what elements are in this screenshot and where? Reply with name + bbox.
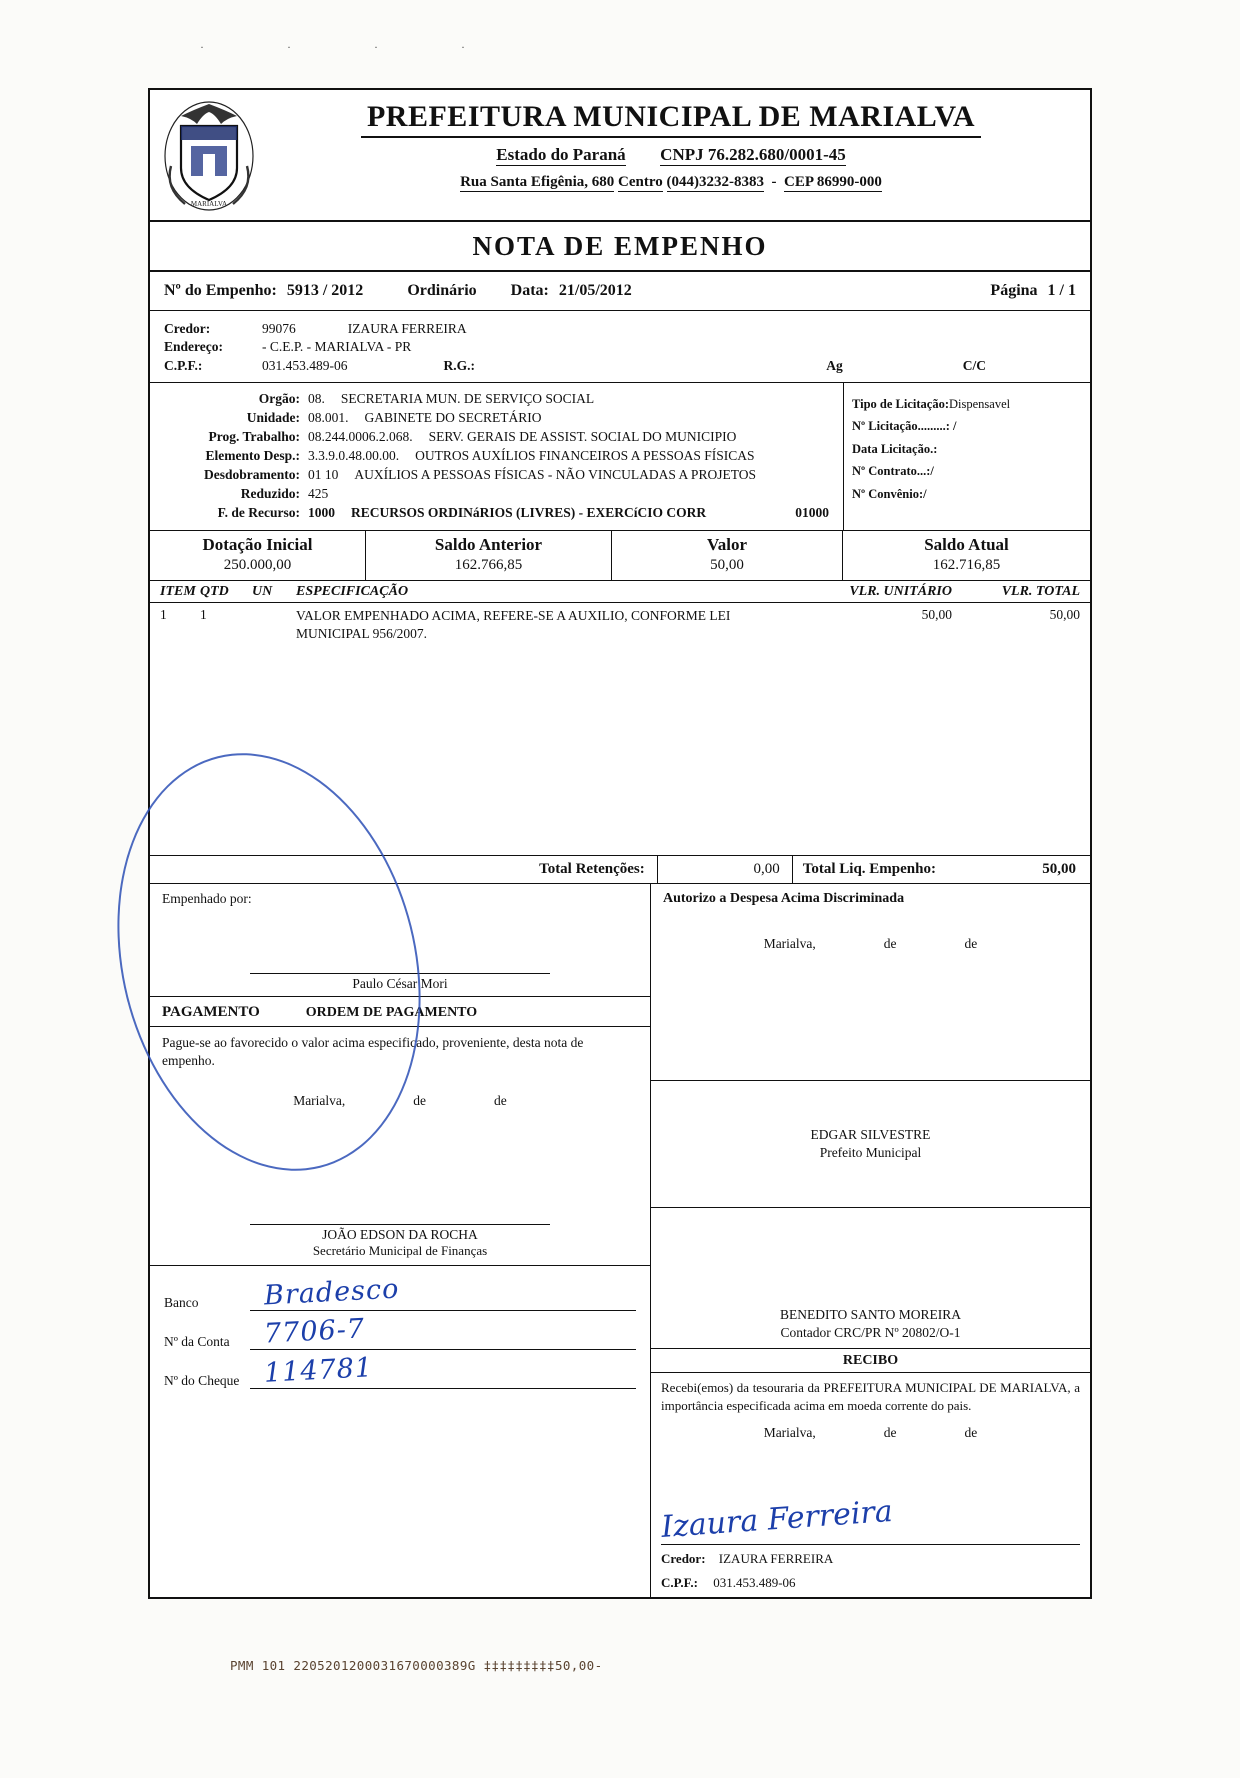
cell-vlr-total: 50,00 [1049,607,1080,622]
total-retencoes-value: 0,00 [658,856,793,883]
prefeito-role: Prefeito Municipal [819,1145,922,1160]
bank-name-row [164,1273,636,1312]
items-table-header [150,581,1090,603]
empenho-number-label: Nº do Empenho: [164,282,277,299]
recibo-date-line [651,1421,1090,1445]
balance-title: Dotação Inicial [202,535,313,554]
empenho-date-value: 21/05/2012 [558,282,632,299]
cell-qtd: 1 [200,607,207,622]
budget-rows [150,383,843,530]
recibo-creditor-label: Credor: [661,1551,706,1566]
creditor-handwritten-signature: Izaura Ferreira [660,1493,894,1546]
header-state: Estado do Paraná [496,145,626,164]
creditor-doc-row [164,358,1076,374]
column-header-qtd: QTD [200,584,229,599]
creditor-address-row [164,339,1076,355]
pagamento-text: Pague-se ao favorecido o valor acima especificado, proveniente, desta nota de empenho. [162,1035,584,1069]
cheque-value-line[interactable] [250,1352,636,1389]
budget-row-code: 01 10 [308,467,339,482]
budget-row-label: Reduzido: [240,486,300,501]
budget-row [150,391,835,407]
recibo-block [651,1373,1090,1571]
prefeito-block [651,1081,1090,1208]
header-district: Centro [618,174,663,190]
creditor-label: Credor: [164,320,211,336]
budget-row-label: Desdobramento: [204,467,300,482]
svg-text:MARIALVA: MARIALVA [190,200,228,208]
balance-value: 50,00 [710,557,744,573]
budget-row-resource [150,505,835,521]
autorizo-label: Autorizo a Despesa Acima Discriminada [663,891,905,906]
header-address-line: Rua Santa Efigênia, 680 Centro (044)3232-8383 - CEP 86990-000 [460,174,882,190]
bank-agency-label: Ag [826,357,843,373]
bidding-type-row [852,397,1082,412]
pagamento-body [150,1027,650,1265]
bidding-block [843,383,1090,530]
bank-label: Banco [164,1295,199,1310]
nota-de-empenho-document [148,88,1092,1599]
recibo-de-2: de [964,1425,978,1441]
bank-handwritten-value: Bradesco [263,1273,401,1312]
budget-row-desc: SERV. GERAIS DE ASSIST. SOCIAL DO MUNICIPIO [428,429,737,444]
totals-row [150,855,1090,884]
balance-title: Saldo Atual [924,535,1009,554]
budget-row-code: 08. [308,391,325,406]
account-value-line[interactable] [250,1313,636,1350]
header-state-cnpj [268,145,1074,165]
balance-saldo-atual [843,531,1090,580]
empenho-type: Ordinário [407,282,477,299]
bank-account-label: C/C [962,357,986,373]
balance-title: Saldo Anterior [434,535,543,554]
account-handwritten-value: 7706-7 [263,1313,366,1350]
contract-number-label: Nº Contrato...:/ [852,464,934,478]
empenhado-por-name: Paulo César Mori [250,973,550,992]
bidding-type-label: Tipo de Licitação: [852,396,949,411]
pagamento-de-2: de [494,1093,507,1109]
contador-role: Contador CRC/PR Nº 20802/O-1 [780,1324,961,1340]
balance-value: 162.716,85 [932,557,1001,573]
bidding-date-row [852,442,1082,457]
total-retencoes-label: Total Retenções: [150,856,658,883]
autorizo-de-1: de [883,936,897,951]
budget-row-code: 08.001. [308,410,349,425]
budget-row-code: 425 [308,486,329,501]
balance-valor [612,531,843,580]
page-title: PREFEITURA MUNICIPAL DE MARIALVA [361,100,981,138]
budget-row [150,467,835,483]
recibo-city: Marialva, [763,1425,816,1441]
autorizo-city: Marialva, [763,936,816,951]
rg-label: R.G.: [443,357,475,373]
balances-row [150,531,1090,581]
recibo-cpf-row [651,1571,1090,1597]
total-liquido-label: Total Liq. Empenho: [802,861,936,877]
cpf-label: C.P.F.: [164,357,203,373]
ordem-pagamento-title: ORDEM DE PAGAMENTO [305,1005,478,1020]
recibo-creditor-name: IZAURA FERREIRA [718,1551,834,1566]
recibo-creditor-row [661,1551,833,1567]
total-liquido-value: 50,00 [1042,861,1076,877]
header-phone: (044)3232-8383 [666,174,764,190]
budget-row-code: 08.244.0006.2.068. [308,429,413,444]
autorizo-de-2: de [964,936,978,951]
address-value: - C.E.P. - MARIALVA - PR [262,339,412,354]
bank-value-line[interactable] [250,1273,636,1312]
contador-name: BENEDITO SANTO MOREIRA [779,1306,961,1322]
empenho-summary-row [150,272,1090,311]
balance-value: 250.000,00 [223,557,292,573]
budget-row-label: Unidade: [246,410,300,425]
empenhado-por-label: Empenhado por: [162,891,252,906]
cheque-handwritten-value: 114781 [263,1352,374,1389]
contract-number-row [852,464,1082,479]
budget-row-desc: SECRETARIA MUN. DE SERVIÇO SOCIAL [340,391,595,406]
signature-right-column [651,884,1090,1597]
header-address: Rua Santa Efigênia, 680 [460,174,615,190]
balance-dotacao-inicial [150,531,366,580]
balance-title: Valor [707,535,747,554]
recibo-text: Recebi(emos) da tesouraria da PREFEITURA MUNICIPAL DE MARIALVA, a importância especificada acima em moeda corrente do pais. [661,1380,1080,1414]
budget-row-code: 3.3.9.0.48.00.00. [308,448,400,463]
pagamento-header [150,997,650,1027]
recibo-de-1: de [883,1425,897,1441]
budget-row-desc: RECURSOS ORDINáRIOS (LIVRES) - EXERCíCIO CORR [351,505,707,520]
secretario-role: Secretário Municipal de Finanças [312,1243,488,1258]
cheque-label: Nº do Cheque [164,1373,240,1388]
page-value: 1 / 1 [1047,282,1076,299]
bidding-number-row [852,419,1082,434]
budget-classification-block [150,383,1090,531]
contador-block [651,1208,1090,1348]
budget-row [150,429,835,445]
budget-row-desc: GABINETE DO SECRETÁRIO [364,410,542,425]
signature-section [150,884,1090,1597]
page-label: Página [990,282,1038,299]
budget-row-label: F. de Recurso: [217,505,300,520]
recibo-cpf-label: C.P.F.: [661,1575,698,1590]
cell-vlr-unitario: 50,00 [921,607,952,622]
cell-item: 1 [160,607,167,622]
column-header-especificacao: ESPECIFICAÇÃO [296,584,409,599]
pagamento-title: PAGAMENTO [162,1004,260,1020]
document-type-title: NOTA DE EMPENHO [150,222,1090,272]
agreement-number-label: Nº Convênio:/ [852,486,927,501]
budget-row [150,410,835,426]
address-label: Endereço: [164,339,223,354]
scan-tick-marks: · · · · [200,40,505,54]
bidding-number-label: Nº Licitação.........: / [852,419,957,433]
budget-row-desc: OUTROS AUXÍLIOS FINANCEIROS A PESSOAS FÍSICAS [415,448,755,463]
empenho-date-label: Data: [510,282,549,299]
recibo-title: RECIBO [651,1348,1090,1373]
column-header-vlr-total: VLR. TOTAL [1001,584,1080,599]
table-row [160,607,1080,643]
budget-row [150,486,835,502]
budget-row-desc: AUXÍLIOS A PESSOAS FÍSICAS - NÃO VINCULADAS A PROJETOS [354,467,756,482]
bidding-type-value: Dispensavel [949,396,1011,411]
autorizo-block [651,884,1090,1081]
budget-row [150,448,835,464]
cpf-value: 031.453.489-06 [262,357,348,373]
bidding-date-label: Data Licitação.: [852,441,938,456]
empenho-number-value: 5913 / 2012 [286,282,364,299]
agreement-number-row [852,487,1082,502]
bank-details-block [150,1265,650,1432]
bank-account-row [164,1313,636,1350]
pagamento-de-1: de [413,1093,427,1109]
empenhado-por-block [150,884,650,997]
budget-row-label: Elemento Desp.: [205,448,300,463]
budget-row-code: 1000 [308,505,335,520]
cell-descricao: VALOR EMPENHADO ACIMA, REFERE-SE A AUXILIO, CONFORME LEI MUNICIPAL 956/2007. [296,608,731,642]
column-header-vlr-unitario: VLR. UNITÁRIO [849,584,952,599]
pagamento-city: Marialva, [293,1093,346,1109]
recibo-cpf-value: 031.453.489-06 [713,1575,796,1590]
creditor-block [150,311,1090,383]
signature-left-column [150,884,651,1597]
header-cnpj: CNPJ 76.282.680/0001-45 [660,145,846,164]
budget-row-label: Prog. Trabalho: [208,429,300,444]
prefeito-name: EDGAR SILVESTRE [810,1126,931,1142]
autorizo-date-line [651,914,1090,956]
header-cep: CEP 86990-000 [784,174,882,190]
budget-row-label: Orgão: [258,391,300,406]
items-table-body [150,603,1090,855]
balance-value: 162.766,85 [454,557,523,573]
document-header [150,90,1090,222]
account-label: Nº da Conta [164,1334,230,1349]
balance-saldo-anterior [366,531,612,580]
budget-row-extra-code: 01000 [795,505,829,520]
secretario-name: JOÃO EDSON DA ROCHA [250,1224,550,1243]
column-header-un: UN [252,584,273,599]
cheque-row [164,1352,636,1389]
creditor-code: 99076 [262,320,296,336]
creditor-row [164,321,1076,337]
micr-code-line: PMM 101 2205201200031670000389G ‡‡‡‡‡‡‡‡‡50,00- [230,1658,603,1673]
creditor-name: IZAURA FERREIRA [347,320,467,336]
column-header-item: ITEM [160,584,196,599]
city-crest-icon [150,90,268,220]
pagamento-date-line [150,1077,650,1113]
